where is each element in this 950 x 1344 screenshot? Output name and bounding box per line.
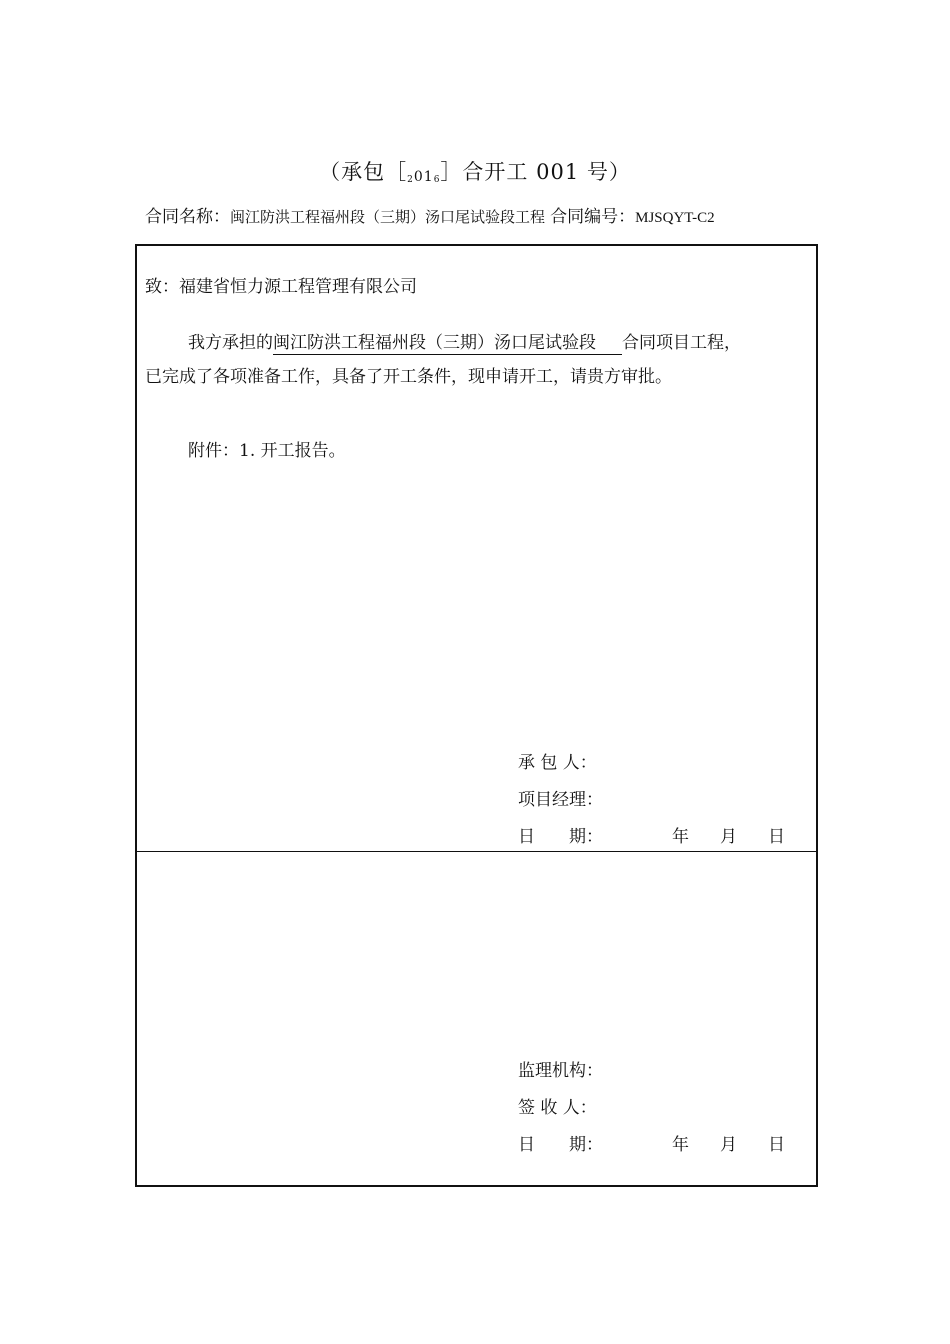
supervisor-date-year: 年 xyxy=(672,1135,689,1155)
contract-info xyxy=(145,202,715,227)
supervisor-date-month: 月 xyxy=(720,1135,737,1155)
contract-name-value: 闽江防洪工程福州段（三期）汤口尾试验段工程 xyxy=(230,208,546,226)
title-close: ］合开工 001 号） xyxy=(440,160,631,184)
contractor-date-label: 日 期： xyxy=(518,827,603,847)
application-paragraph-line1 xyxy=(188,328,741,355)
table-divider xyxy=(135,851,818,852)
supervisor-org-label: 监理机构： xyxy=(518,1061,603,1081)
contract-code-label: 合同编号： xyxy=(550,207,636,227)
contract-name-label: 合同名称： xyxy=(145,207,230,227)
contractor-date-row xyxy=(518,822,603,847)
para1-prefix: 我方承担的 xyxy=(188,333,273,353)
supervisor-date-label: 日 期： xyxy=(518,1135,603,1155)
contract-code-value: MJSQYT-C2 xyxy=(635,210,715,226)
contractor-label: 承 包 人： xyxy=(518,753,597,773)
receiver-label: 签 收 人： xyxy=(518,1098,597,1118)
title-open: （承包［ xyxy=(319,160,408,184)
project-manager-label: 项目经理： xyxy=(518,790,603,810)
document-title xyxy=(0,156,950,186)
supervisor-date-day: 日 xyxy=(768,1135,785,1155)
title-year-small-a: 2 xyxy=(407,175,414,185)
contractor-date-day: 日 xyxy=(768,827,785,847)
contractor-date-month: 月 xyxy=(720,827,737,847)
title-year-mid: 01 xyxy=(413,169,434,185)
para1-suffix: 合同项目工程， xyxy=(622,333,741,353)
application-paragraph-line2: 已完成了各项准备工作，具备了开工条件，现申请开工，请贵方审批。 xyxy=(145,367,672,387)
title-year-small-b: 6 xyxy=(433,175,441,185)
contractor-date-year: 年 xyxy=(672,827,689,847)
addressee: 致：福建省恒力源工程管理有限公司 xyxy=(145,277,417,297)
project-name-underlined: 闽江防洪工程福州段（三期）汤口尾试验段 xyxy=(273,334,622,355)
attachment-line: 附件：1. 开工报告。 xyxy=(188,441,346,461)
